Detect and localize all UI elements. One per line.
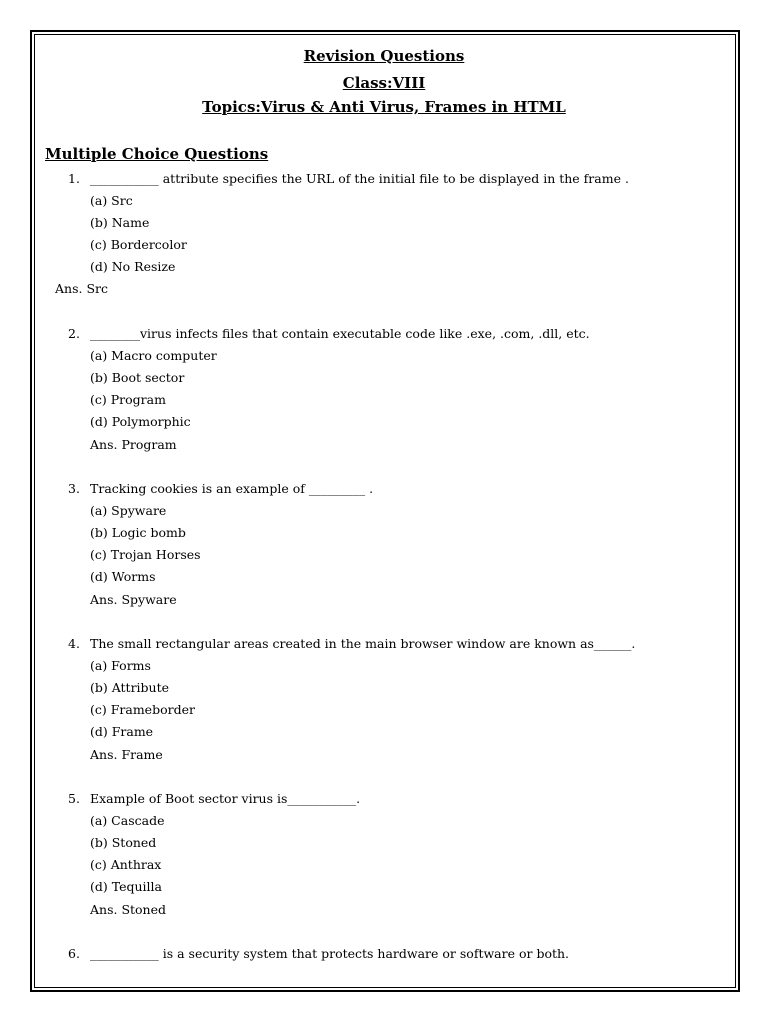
option: (d) Polymorphic: [90, 414, 191, 429]
question-number: 3.: [68, 481, 80, 496]
option: (a) Src: [90, 193, 133, 208]
question-number: 1.: [68, 171, 80, 186]
answer: Ans. Spyware: [90, 592, 177, 607]
option: (b) Attribute: [90, 680, 170, 695]
question-text: ________virus infects files that contain executable code like .exe, .com, .dll, etc.: [90, 326, 590, 341]
option: (d) No Resize: [90, 259, 176, 274]
option: (a) Spyware: [90, 503, 167, 518]
option: (c) Bordercolor: [90, 237, 187, 252]
question-text: The small rectangular areas created in the main browser window are known as______.: [90, 636, 636, 651]
question-number: 2.: [68, 326, 80, 341]
answer: Ans. Program: [90, 437, 177, 452]
class-line: Class:VIII: [342, 74, 426, 92]
question-text: Example of Boot sector virus is___________.: [90, 791, 361, 806]
answer: Ans. Frame: [90, 747, 163, 762]
question-text: ___________ attribute specifies the URL of the initial file to be displayed in the frame .: [90, 171, 629, 186]
option: (b) Name: [90, 215, 150, 230]
option: (b) Logic bomb: [90, 525, 186, 540]
question-text: ___________ is a security system that protects hardware or software or both.: [90, 946, 570, 961]
question-text: Tracking cookies is an example of _________ .: [90, 481, 374, 496]
answer: Ans. Stoned: [90, 902, 167, 917]
option: (d) Frame: [90, 724, 154, 739]
question-number: 4.: [68, 636, 80, 651]
answer: Ans. Src: [55, 281, 108, 296]
topics-line: Topics:Virus & Anti Virus, Frames in HTML: [202, 98, 566, 116]
option: (d) Tequilla: [90, 879, 162, 894]
option: (b) Boot sector: [90, 370, 185, 385]
section-title: Multiple Choice Questions: [45, 145, 269, 163]
option: (c) Program: [90, 392, 166, 407]
option: (c) Trojan Horses: [90, 547, 201, 562]
option: (c) Frameborder: [90, 702, 195, 717]
option: (b) Stoned: [90, 835, 157, 850]
document-title: Revision Questions: [303, 47, 465, 65]
option: (a) Cascade: [90, 813, 165, 828]
question-number: 5.: [68, 791, 80, 806]
option: (a) Forms: [90, 658, 151, 673]
question-number: 6.: [68, 946, 80, 961]
option: (a) Macro computer: [90, 348, 217, 363]
option: (d) Worms: [90, 569, 156, 584]
option: (c) Anthrax: [90, 857, 162, 872]
